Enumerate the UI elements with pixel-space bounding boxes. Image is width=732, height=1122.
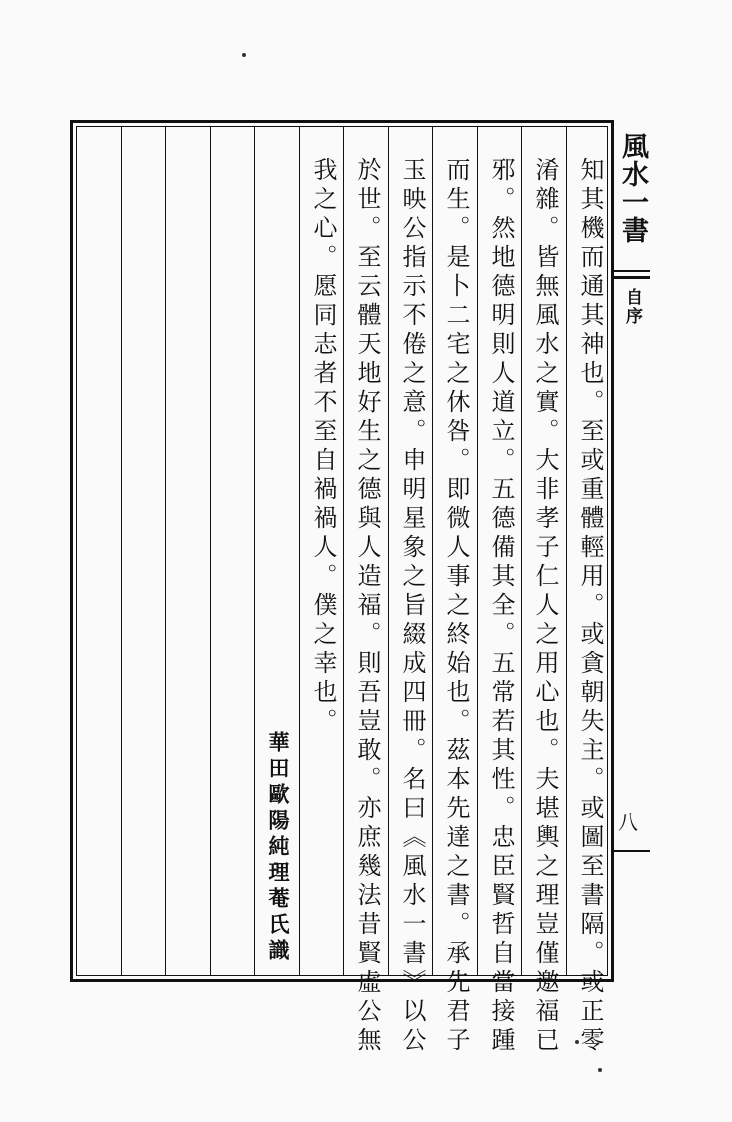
text-column-5: 玉映公指示不倦之意。申明星象之旨綴成四冊。名曰《風水一書》以公: [398, 157, 426, 1056]
page-number: 八: [618, 810, 638, 834]
author-signature: 華田歐陽純理菴氏識: [266, 731, 291, 965]
book-title: 風水一書: [617, 132, 648, 244]
text-column-1: 知其機而通其神也。至或重體輕用。或貪朝失主。或圖至書隔。或正零: [576, 157, 604, 1056]
text-column-2: 淆雜。皆無風水之實。大非孝子仁人之用心也。夫堪輿之理豈僅邀福已: [531, 157, 559, 1056]
column-rule: [121, 127, 122, 975]
text-grid: [76, 126, 608, 1056]
text-column-6: 於世。至云體天地好生之德與人造福。則吾豈敢。亦庶幾法昔賢虛公無: [353, 157, 381, 1056]
footer-rule: [614, 850, 650, 852]
header-rule: [614, 270, 650, 272]
ink-speck: [598, 1068, 602, 1072]
text-column-7: 我之心。愿同志者不至自禍禍人。僕之幸也。: [309, 157, 337, 737]
text-column-3: 邪。然地德明則人道立。五德備其全。五常若其性。忠臣賢哲自當接踵: [487, 157, 515, 1056]
section-label: 自序: [622, 288, 642, 326]
column-rule: [299, 127, 300, 975]
column-rule: [165, 127, 166, 975]
column-rule: [254, 127, 255, 975]
ink-speck: [242, 53, 246, 57]
text-frame: [70, 120, 614, 1056]
text-column-4: 而生。是卜二宅之休咎。即微人事之終始也。茲本先達之書。承先君子: [442, 157, 470, 1056]
column-rule: [210, 127, 211, 975]
header-rule: [614, 276, 650, 279]
